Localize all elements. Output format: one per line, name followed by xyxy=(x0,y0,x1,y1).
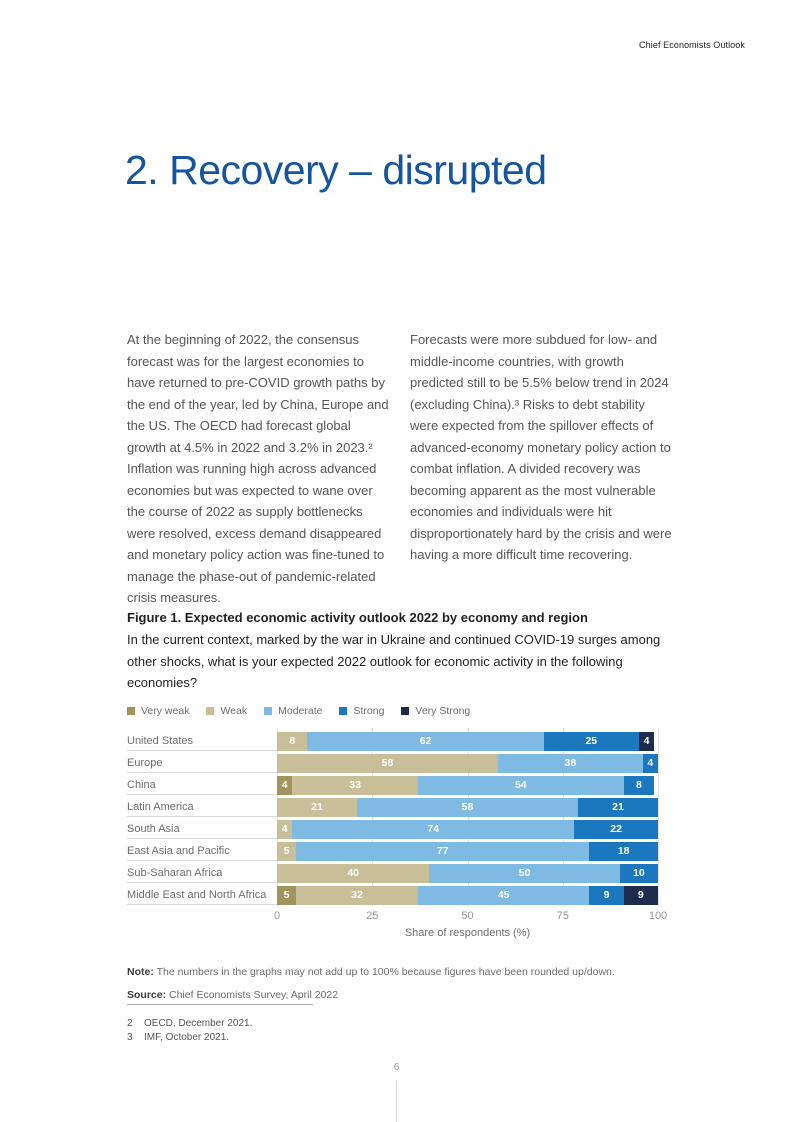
row-label: Sub-Saharan Africa xyxy=(127,864,277,883)
bar-segment xyxy=(277,732,307,751)
bar-segment xyxy=(277,842,296,861)
chart-row xyxy=(127,798,658,817)
segment-value: 54 xyxy=(514,779,527,791)
footnotes xyxy=(127,1017,252,1045)
legend-item xyxy=(206,705,247,717)
legend-swatch xyxy=(127,707,135,715)
bar-segment xyxy=(643,754,658,773)
x-tick: 25 xyxy=(366,909,379,922)
row-label: East Asia and Pacific xyxy=(127,842,277,861)
legend-label: Weak xyxy=(220,704,248,717)
segment-value: 10 xyxy=(633,867,645,879)
bar-segment xyxy=(498,754,643,773)
segment-value: 33 xyxy=(349,779,361,791)
bar-track xyxy=(277,776,658,795)
figure-source xyxy=(127,989,658,1001)
bar-segment xyxy=(296,886,418,905)
bar-segment xyxy=(429,864,620,883)
segment-value: 4 xyxy=(281,823,288,835)
chart-row xyxy=(127,820,658,839)
page-title: 2. Recovery – disrupted xyxy=(125,147,547,193)
bar-segment xyxy=(589,886,623,905)
segment-value: 22 xyxy=(610,823,622,835)
row-label: China xyxy=(127,776,277,795)
chart-row xyxy=(127,754,658,773)
row-label: Middle East and North Africa xyxy=(127,886,277,905)
gridline xyxy=(658,728,659,907)
running-header: Chief Economists Outlook xyxy=(639,40,745,50)
body-paragraph-left: At the beginning of 2022, the consensus forecast was for the largest economies to have returned to pre-COVID growth paths by the end of the year, led by China, Europe and the US. The OECD had forecast global growth at 4.5% in 2022 and 3.2% in 2023.² Inflation was running high across advanced economies but was expected to wane over the course of 2022 as supply bottlenecks were resolved, excess demand disappeared and monetary policy action was fine-tuned to manage the phase-out of pandemic-related crisis measures. xyxy=(127,332,389,605)
row-label: Latin America xyxy=(127,798,277,817)
segment-value: 74 xyxy=(427,823,440,835)
legend-item xyxy=(401,705,470,717)
legend-swatch xyxy=(339,707,347,715)
bar-segment xyxy=(589,842,658,861)
bar-segment xyxy=(357,798,578,817)
legend-item xyxy=(264,705,322,717)
segment-value: 18 xyxy=(617,845,630,857)
bar-track xyxy=(277,754,658,773)
bar-segment xyxy=(296,842,589,861)
chart-row xyxy=(127,732,658,751)
bar-segment xyxy=(307,732,543,751)
figure-title: Figure 1. Expected economic activity outlook 2022 by economy and region xyxy=(127,610,588,625)
figure-note xyxy=(127,966,658,978)
body-text-columns xyxy=(127,329,675,609)
chart-row xyxy=(127,776,658,795)
segment-value: 4 xyxy=(281,779,288,791)
row-label: Europe xyxy=(127,754,277,773)
chart-row xyxy=(127,842,658,861)
segment-value: 8 xyxy=(636,779,642,791)
segment-value: 9 xyxy=(603,889,610,901)
footer-divider-line xyxy=(396,1081,397,1122)
legend-swatch xyxy=(401,707,409,715)
bar-segment xyxy=(578,798,658,817)
bar-segment xyxy=(574,820,658,839)
bar-segment xyxy=(292,776,418,795)
row-label: United States xyxy=(127,732,277,751)
legend-swatch xyxy=(206,707,214,715)
row-label: South Asia xyxy=(127,820,277,839)
segment-value: 45 xyxy=(497,889,510,901)
footnote-number: 3 xyxy=(127,1032,133,1043)
footnote-number: 2 xyxy=(127,1018,133,1029)
segment-value: 40 xyxy=(347,867,360,879)
bar-segment xyxy=(277,754,498,773)
segment-value: 62 xyxy=(419,735,432,747)
footnote-divider xyxy=(127,1004,313,1005)
bar-segment xyxy=(277,776,292,795)
bar-segment xyxy=(624,776,654,795)
segment-value: 9 xyxy=(637,889,644,901)
legend-label: Moderate xyxy=(278,704,323,717)
footnote-line xyxy=(127,1017,252,1031)
segment-value: 4 xyxy=(647,757,654,769)
segment-value: 21 xyxy=(612,801,624,813)
source-label: Source: xyxy=(127,988,167,1001)
segment-value: 21 xyxy=(311,801,323,813)
segment-value: 58 xyxy=(381,757,394,769)
footnote-text: OECD, December 2021. xyxy=(144,1018,253,1029)
bar-segment xyxy=(277,886,296,905)
footnote-text: IMF, October 2021. xyxy=(144,1032,230,1043)
segment-value: 38 xyxy=(564,757,577,769)
chart-legend xyxy=(127,705,658,717)
chart-row xyxy=(127,886,658,905)
bar-track xyxy=(277,886,658,905)
x-tick: 0 xyxy=(273,909,281,922)
legend-label: Very Strong xyxy=(415,704,471,717)
bar-segment xyxy=(277,820,292,839)
segment-value: 50 xyxy=(518,867,531,879)
bar-segment xyxy=(639,732,654,751)
legend-swatch xyxy=(264,707,272,715)
x-tick: 100 xyxy=(648,909,668,922)
x-tick: 75 xyxy=(556,909,569,922)
segment-value: 4 xyxy=(643,735,650,747)
chart-rows xyxy=(127,732,658,905)
x-tick: 50 xyxy=(461,909,474,922)
bar-segment xyxy=(418,886,589,905)
note-label: Note: xyxy=(127,965,154,978)
bar-track xyxy=(277,732,658,751)
bar-segment xyxy=(277,864,429,883)
legend-label: Strong xyxy=(353,704,385,717)
bar-track xyxy=(277,798,658,817)
segment-value: 32 xyxy=(351,889,363,901)
page-number: 6 xyxy=(393,1062,400,1073)
segment-value: 77 xyxy=(436,845,449,857)
x-axis-label: Share of respondents (%) xyxy=(404,926,531,939)
bar-track xyxy=(277,842,658,861)
source-text: Chief Economists Survey, April 2022 xyxy=(166,988,339,1001)
bar-track xyxy=(277,820,658,839)
legend-item xyxy=(339,705,384,717)
segment-value: 5 xyxy=(283,889,290,901)
bar-track xyxy=(277,864,658,883)
bar-segment xyxy=(418,776,624,795)
legend-item xyxy=(127,705,189,717)
note-text: The numbers in the graphs may not add up to 100% because figures have been rounded up/down. xyxy=(153,965,615,978)
bar-segment xyxy=(292,820,574,839)
segment-value: 5 xyxy=(283,845,290,857)
bar-segment xyxy=(620,864,658,883)
figure-question: In the current context, marked by the war in Ukraine and continued COVID-19 surges among other shocks, what is your expected 2022 outlook for economic activity in the following economies? xyxy=(127,632,661,690)
stacked-bar-chart xyxy=(127,732,658,905)
segment-value: 8 xyxy=(289,735,296,747)
x-axis xyxy=(273,909,668,924)
footnote-line xyxy=(127,1031,252,1045)
segment-value: 25 xyxy=(585,735,598,747)
body-paragraph-right: Forecasts were more subdued for low- and middle-income countries, with growth predicted still to be 5.5% below trend in 2024 (excluding China).³ Risks to debt stability were expected from the spillover effects of advanced-economy monetary policy action to combat inflation. A divided recovery was becoming apparent as the most vulnerable economies and individuals were hit disproportionately hard by the crisis and were having a more difficult time recovering. xyxy=(410,332,672,562)
bar-segment xyxy=(624,886,658,905)
legend-label: Very weak xyxy=(141,704,190,717)
figure-1 xyxy=(127,610,668,1001)
bar-segment xyxy=(277,798,357,817)
chart-row xyxy=(127,864,658,883)
bar-segment xyxy=(544,732,639,751)
segment-value: 58 xyxy=(461,801,474,813)
